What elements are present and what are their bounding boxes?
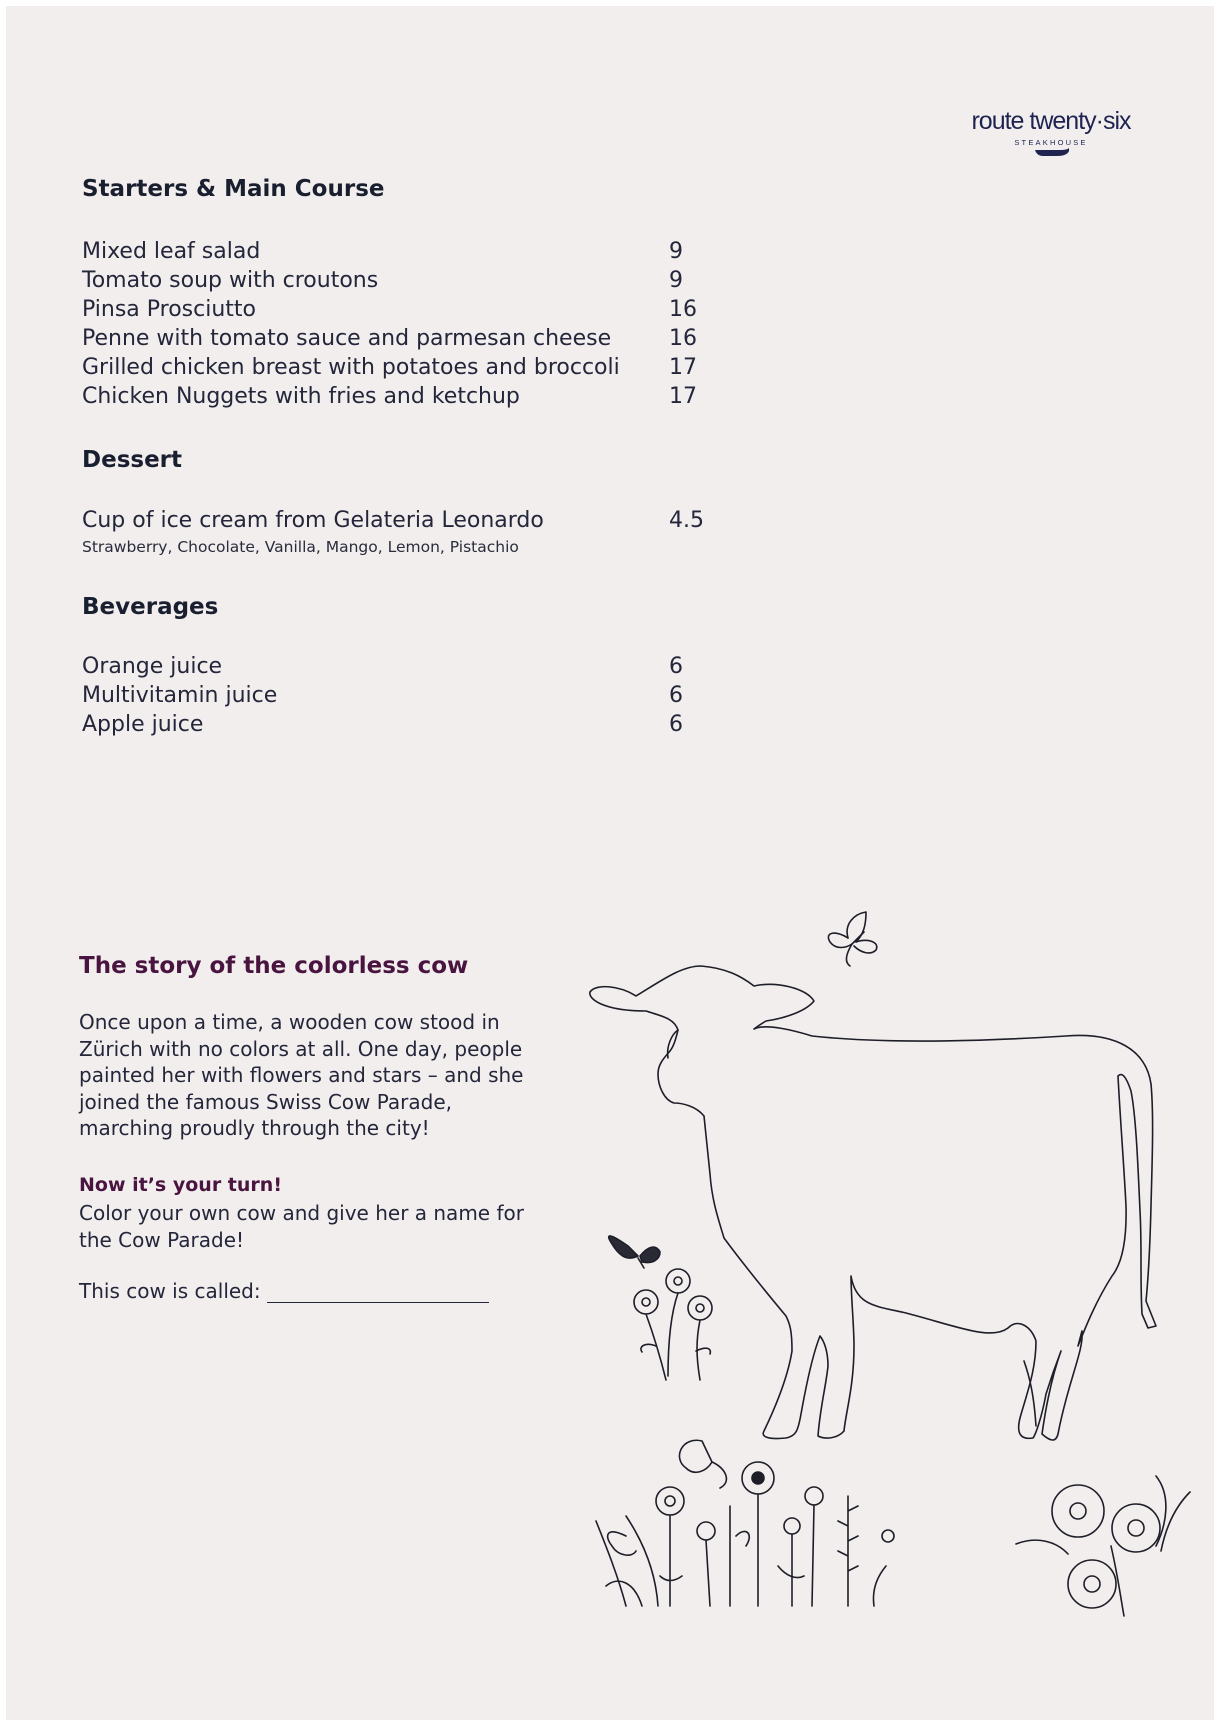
butterfly-icon <box>609 1236 660 1268</box>
item-price: 17 <box>669 355 697 380</box>
item-name: Multivitamin juice <box>82 683 278 708</box>
item-price: 16 <box>669 297 697 322</box>
illustrations <box>6 6 1214 1720</box>
starters-title: Starters & Main Course <box>82 176 385 202</box>
item-name: Mixed leaf salad <box>82 239 261 264</box>
item-name: Cup of ice cream from Gelateria Leonardo <box>82 508 544 533</box>
story-title: The story of the colorless cow <box>79 953 469 979</box>
cow-outline-icon[interactable] <box>590 966 1156 1440</box>
item-name: Chicken Nuggets with fries and ketchup <box>82 384 520 409</box>
item-name: Orange juice <box>82 654 223 679</box>
story-line: Once upon a time, a wooden cow stood in <box>79 1010 500 1034</box>
item-price: 6 <box>669 654 683 679</box>
story-line: marching proudly through the city! <box>79 1116 430 1140</box>
item-name: Grilled chicken breast with potatoes and broccoli <box>82 355 620 380</box>
menu-page <box>6 6 1214 1720</box>
butterfly-icon <box>828 912 876 966</box>
prompt-line: the Cow Parade! <box>79 1227 245 1252</box>
dessert-title: Dessert <box>82 447 183 473</box>
item-name: Pinsa Prosciutto <box>82 297 257 322</box>
story-line: Zürich with no colors at all. One day, people <box>79 1036 523 1061</box>
story-line: painted her with flowers and stars – and she <box>79 1063 524 1087</box>
prompt-line: Color your own cow and give her a name for <box>79 1201 524 1225</box>
item-price: 9 <box>669 268 683 293</box>
story-line: joined the famous Swiss Cow Parade, <box>79 1089 453 1114</box>
brand-name: route twenty·six <box>971 107 1131 135</box>
brand-subtitle: STEAKHOUSE <box>1014 138 1088 147</box>
item-name: Apple juice <box>82 712 204 737</box>
item-price: 9 <box>669 239 683 264</box>
item-price: 4.5 <box>669 508 704 533</box>
story-callout: Now it’s your turn! <box>79 1174 282 1196</box>
item-price: 6 <box>669 683 683 708</box>
cow-name-label: This cow is called: <box>79 1279 261 1303</box>
flower-icon <box>634 1269 712 1380</box>
item-price: 6 <box>669 712 683 737</box>
item-name: Tomato soup with croutons <box>82 268 379 293</box>
flower-icon <box>1016 1476 1190 1616</box>
flower-icon <box>596 1440 894 1606</box>
ice-cream-flavors: Strawberry, Chocolate, Vanilla, Mango, Lemon, Pistachio <box>82 538 519 556</box>
beverages-title: Beverages <box>82 594 219 620</box>
item-price: 16 <box>669 326 697 351</box>
item-price: 17 <box>669 384 697 409</box>
item-name: Penne with tomato sauce and parmesan cheese <box>82 326 612 351</box>
